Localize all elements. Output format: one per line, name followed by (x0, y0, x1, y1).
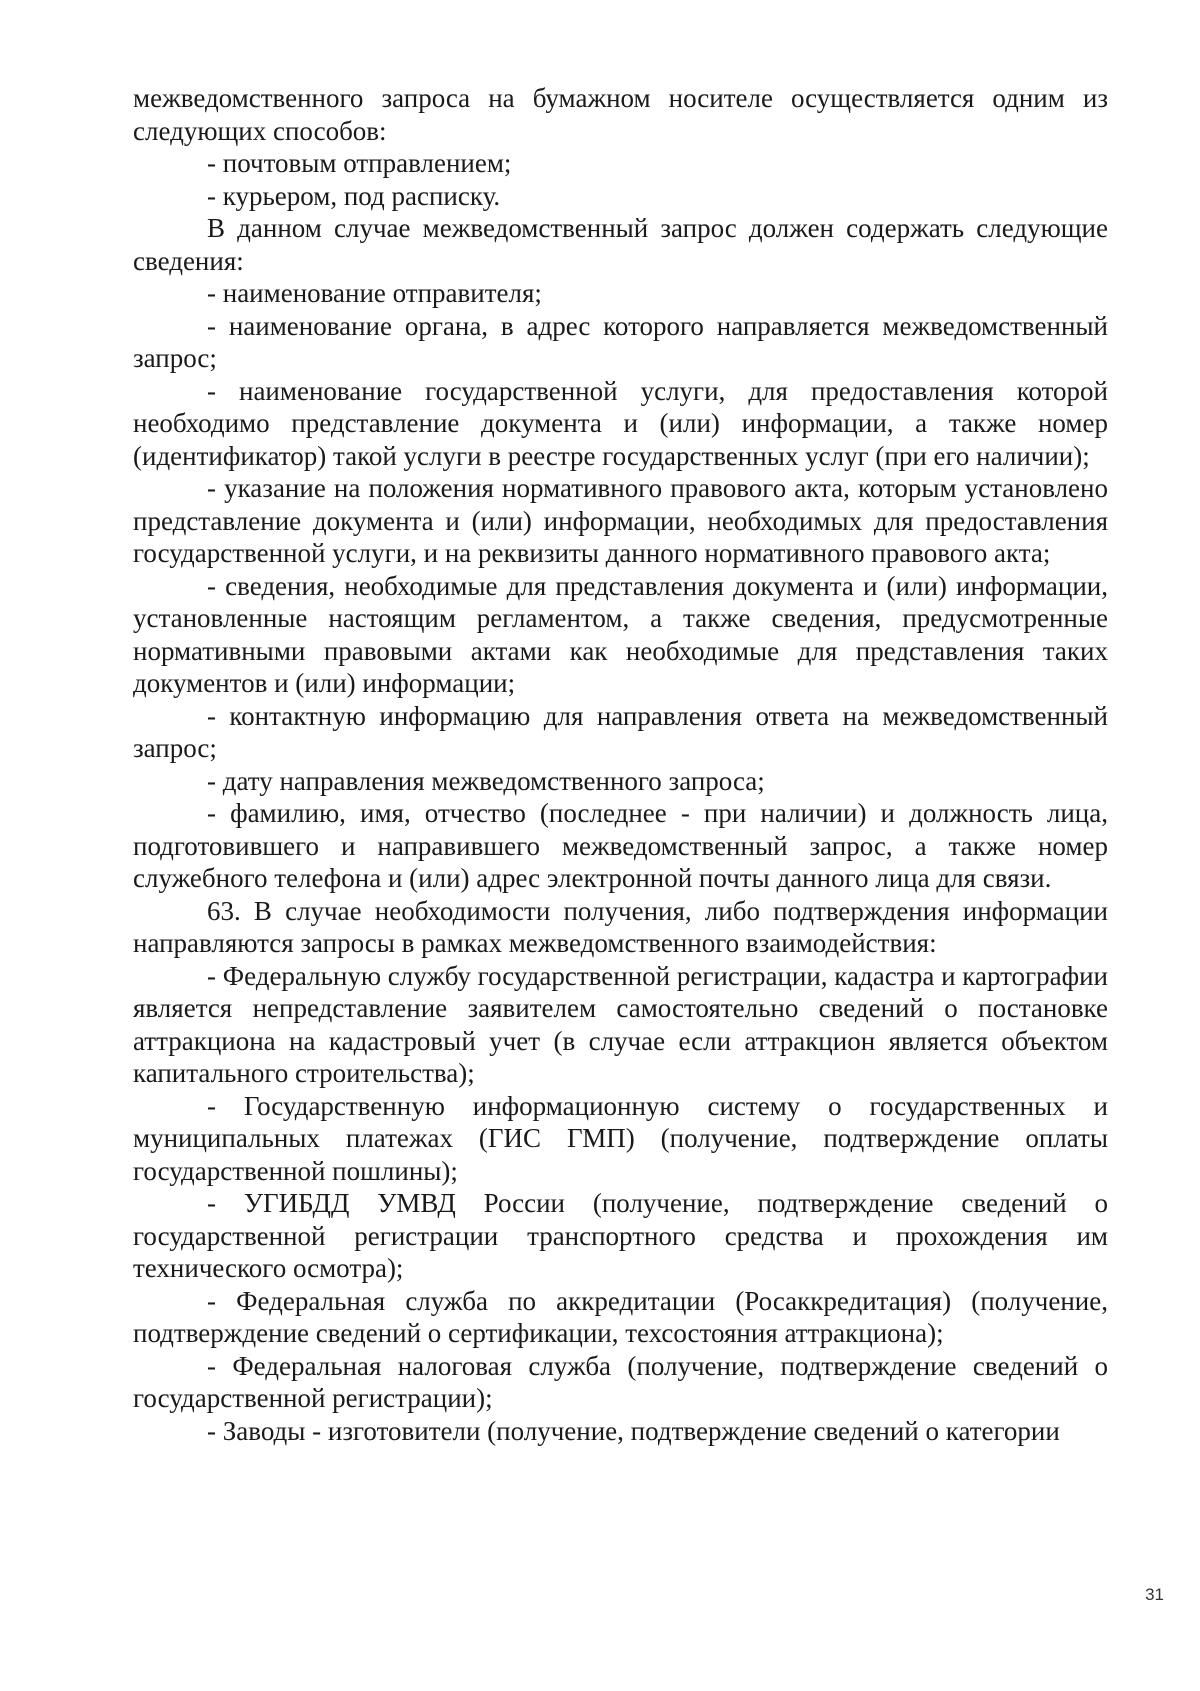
paragraph-13: 63. В случае необходимости получения, либо подтверждения информации направляются запросы в рамках межведомственного взаимодействия: (133, 895, 1108, 958)
paragraph-19: - Заводы - изготовители (получение, подтверждение сведений о категории (207, 1415, 1060, 1446)
paragraph-1: межведомственного запроса на бумажном носителе осуществляется одним из следующих способов: (133, 83, 1108, 146)
paragraph-9: - сведения, необходимые для представления документа и (или) информации, установленные настоящим регламентом, а также сведения, предусмотренные нормативными правовыми актами как необходимые для представления таких документов и (или) информации; (133, 570, 1108, 698)
paragraph-14: - Федеральную службу государственной регистрации, кадастра и картографии является непредставление заявителем самостоятельно сведений о постановке аттракциона на кадастровый учет (в случае если аттракцион является объектом капитального строительства); (133, 960, 1108, 1088)
paragraph-11: - дату направления межведомственного запроса; (207, 765, 765, 796)
paragraph-2: - почтовым отправлением; (207, 148, 512, 178)
paragraph-15: - Государственную информационную систему о государственных и муниципальных платежах (ГИС ГМП) (получение, подтверждение оплаты государственной пошлины); (133, 1090, 1108, 1186)
document-body (133, 82, 1108, 1447)
paragraph-16: - УГИБДД УМВД России (получение, подтверждение сведений о государственной регистрации транспортного средства и прохождения им технического осмотра); (133, 1188, 1108, 1283)
paragraph-8: - указание на положения нормативного правового акта, которым установлено представление документа и (или) информации, необходимых для предоставления государственной услуги, и на реквизиты данного нормативного правового акта; (133, 473, 1108, 568)
paragraph-17: - Федеральная служба по аккредитации (Росаккредитация) (получение, подтверждение сведений о сертификации, техсостояния аттракциона); (133, 1285, 1108, 1348)
page-number: 31 (1145, 1585, 1164, 1604)
paragraph-10: - контактную информацию для направления ответа на межведомственный запрос; (133, 700, 1108, 763)
paragraph-3: - курьером, под расписку. (207, 180, 501, 211)
paragraph-7: - наименование государственной услуги, для предоставления которой необходимо представление документа и (или) информации, а также номер (идентификатор) такой услуги в реестре государственных услуг (при его наличии); (133, 375, 1108, 471)
paragraph-6: - наименование органа, в адрес которого направляется межведомственный запрос; (133, 310, 1108, 373)
paragraph-18: - Федеральная налоговая служба (получение, подтверждение сведений о государственной регистрации); (133, 1350, 1108, 1413)
paragraph-12: - фамилию, имя, отчество (последнее - при наличии) и должность лица, подготовившего и направившего межведомственный запрос, а также номер служебного телефона и (или) адрес электронной почты данного лица для связи. (133, 798, 1108, 893)
paragraph-4: В данном случае межведомственный запрос должен содержать следующие сведения: (133, 213, 1108, 276)
paragraph-5: - наименование отправителя; (207, 278, 542, 308)
